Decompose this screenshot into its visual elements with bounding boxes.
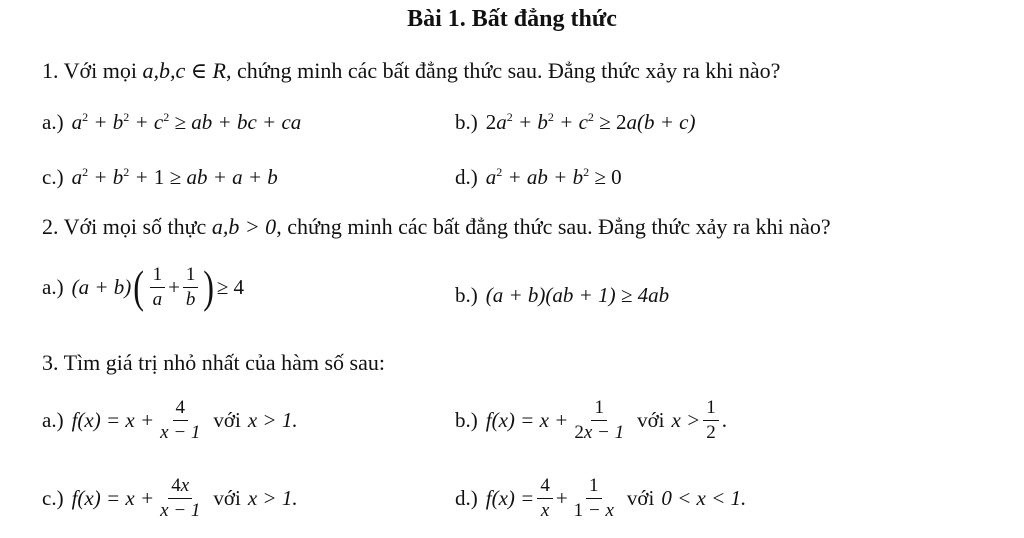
fraction-1-over-2: $\frac{1}{2}$ — [703, 398, 719, 443]
left-paren: ( — [133, 261, 145, 312]
q1-item-c: c.) $a^2 + b^2 + 1$ ≥ ab + a + b — [42, 165, 278, 189]
question-3: 3. Tìm giá trị nhỏ nhất của hàm số sau: — [42, 350, 385, 375]
q1-item-a: a.) $a^2 + b^2 + c^2$ ≥ ab + bc + ca — [42, 110, 302, 134]
q2-item-b: b.) (a + b)(ab + 1) ≥ 4ab — [455, 283, 670, 307]
q1-item-b: b.) $2a^2 + b^2 + c^2 \ge 2a(b + c)$ — [455, 110, 696, 134]
page-title: Bài 1. Bất đẳng thức — [407, 6, 617, 32]
q3-item-d: d.) f(x) = $\frac{4}{x}$ + $\frac{1}{1 - x}$ với 0 < x < 1. — [455, 475, 747, 521]
q3-item-a: a.) f(x) = x + $\frac{4}{x - 1}$ với x > 1. — [42, 397, 298, 443]
fraction-1-over-2x-minus-1: $\frac{1}{2x - 1}$ — [574, 397, 625, 443]
q2-item-a: a.) (a + b) ( $\frac{1}{a}$ + $\frac{1}{b}$ ) ≥ 4 — [42, 261, 245, 312]
fraction-4-over-x: $\frac{4}{x}$ — [537, 476, 553, 521]
q3-item-c: c.) f(x) = x + $\frac{4x}{x - 1}$ với x > 1. — [42, 475, 298, 521]
right-paren: ) — [203, 261, 215, 312]
q1-item-d: d.) $a^2$ + ab + $b^2 \ge 0$ — [455, 165, 622, 189]
fraction-1-over-a: $\frac{1}{a}$ — [150, 265, 166, 310]
fraction-1-over-b: $\frac{1}{b}$ — [183, 265, 199, 310]
q2a-expression: (a + b) — [71, 274, 132, 299]
q2-condition: a,b > 0 — [211, 214, 277, 239]
fraction-4x-over-x-minus-1: $\frac{4x}{x - 1}$ — [160, 475, 201, 521]
fraction-1-over-1-minus-x: $\frac{1}{1 - x}$ — [573, 475, 614, 521]
fraction-4-over-x-minus-1: $\frac{4}{x - 1}$ — [160, 397, 201, 443]
q1a-expression: $a^2 + b^2 + c^2$ ≥ ab + bc + ca — [71, 110, 302, 134]
q1d-expression: $a^2$ + ab + $b^2 \ge 0$ — [485, 165, 622, 189]
q1c-expression: $a^2 + b^2 + 1$ ≥ ab + a + b — [71, 165, 278, 189]
q2b-expression: (a + b)(ab + 1) ≥ 4ab — [485, 283, 670, 307]
q1-condition: a,b,c ∈ R — [142, 58, 226, 83]
q1b-expression: $2a^2 + b^2 + c^2 \ge 2a(b + c)$ — [485, 110, 696, 134]
question-2: 2. Với mọi số thực a,b > 0, chứng minh các bất đẳng thức sau. Đẳng thức xảy ra khi nào? — [42, 214, 831, 239]
q3-item-b: b.) f(x) = x + $\frac{1}{2x - 1}$ với x > $\frac{1}{2}$ . — [455, 397, 728, 443]
question-1: 1. Với mọi a,b,c ∈ R, chứng minh các bất đẳng thức sau. Đẳng thức xảy ra khi nào? — [42, 58, 781, 83]
